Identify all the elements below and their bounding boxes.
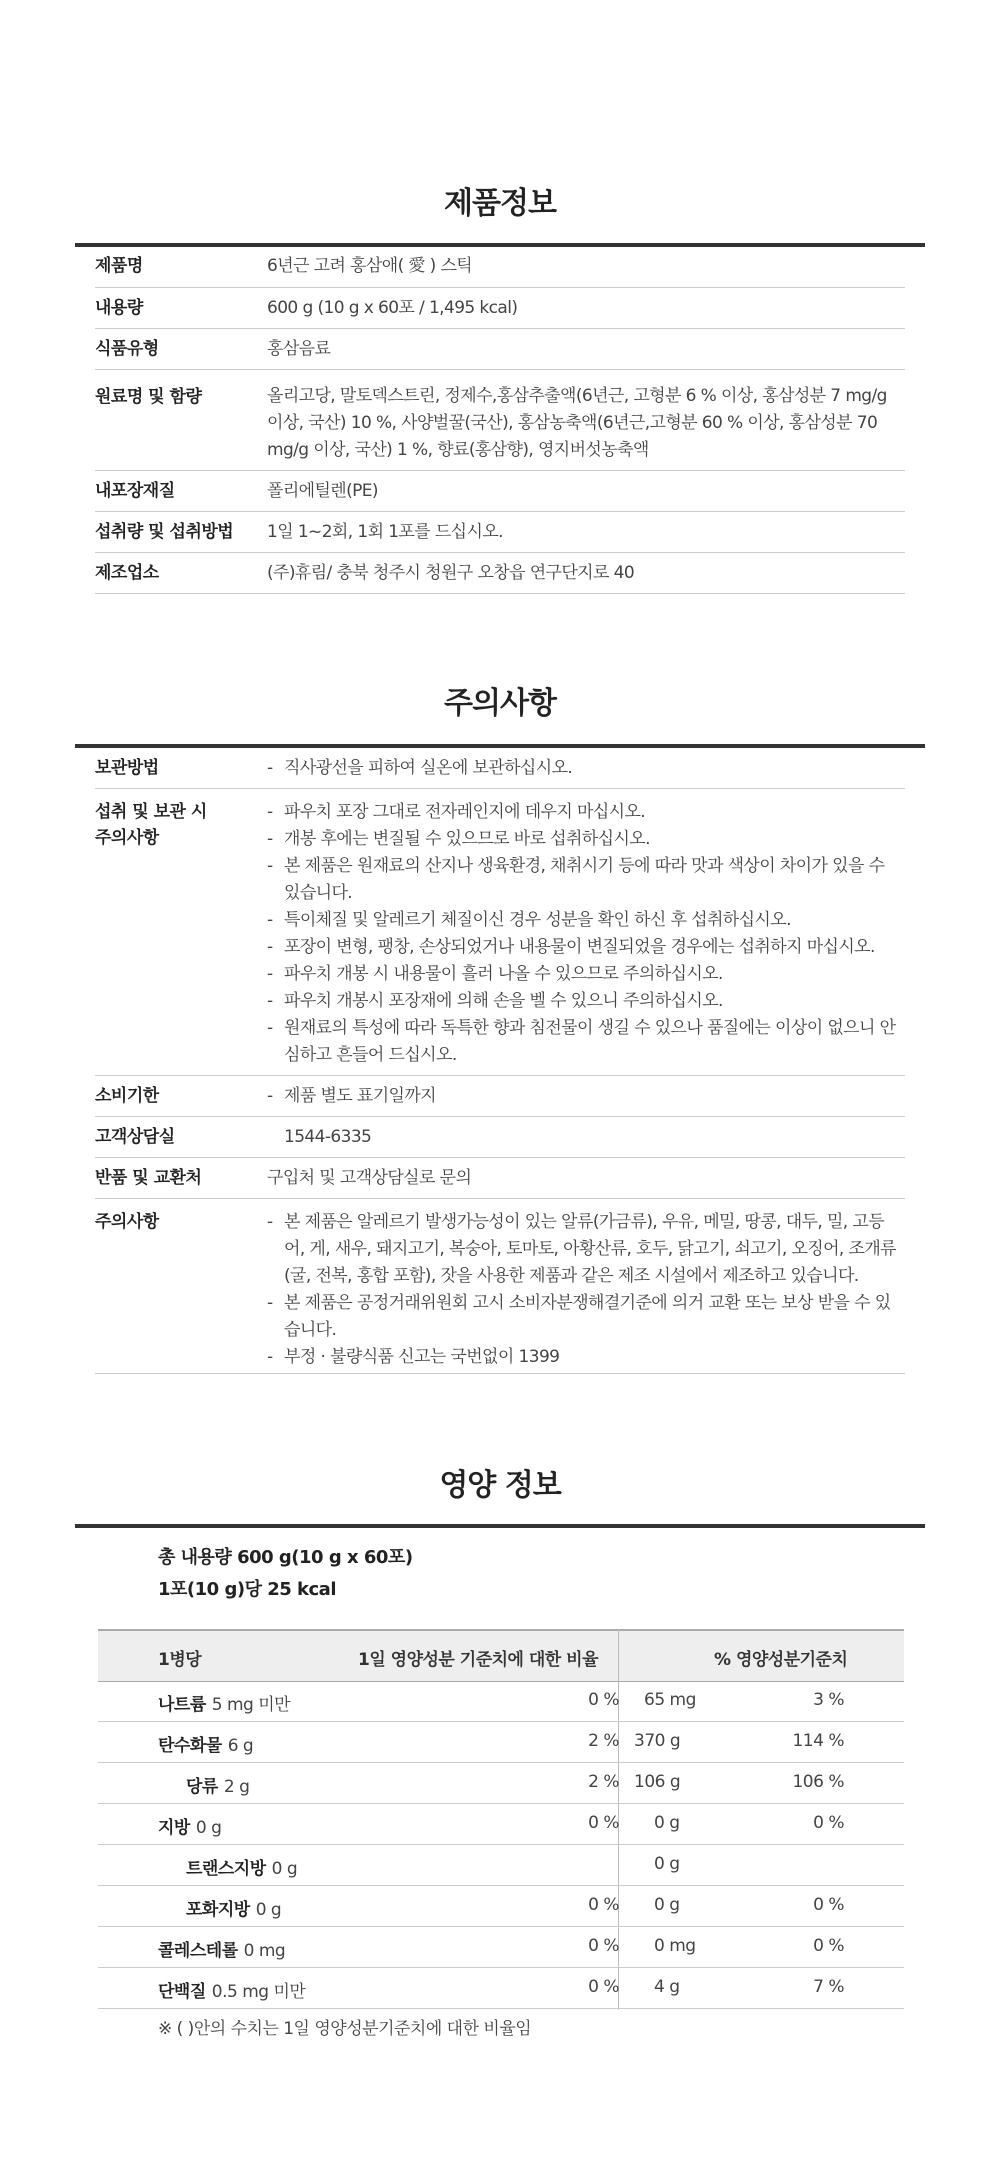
nutrient-name: 콜레스테롤 0 mg xyxy=(158,1941,286,1961)
intake-notes xyxy=(267,799,903,1069)
nutrition-row-saturated-fat xyxy=(98,1886,904,1927)
row-value: 6년근 고려 홍삼애( 愛 ) 스틱 xyxy=(267,256,473,276)
note-item: - 본 제품은 알레르기 발생가능성이 있는 알류(가금류), 우유, 메밀, 땅콩, 대두, 밀, 고등어, 게, 새우, 돼지고기, 복숭아, 토마토, 아황산류, 호두, 닭고기, 쇠고기, 오징어, 조개류(굴, 전복, 홍합 포함), 잣을 사용한 제품과 같은 제조 시설에서 제조하고 있습니다. xyxy=(267,1209,903,1290)
header-per-bottle: 1병당 xyxy=(158,1650,202,1670)
note-item: - 파우치 개봉 시 내용물이 흘러 나올 수 있으므로 주의하십시오. xyxy=(267,961,903,988)
row-label: 원료명 및 함량 xyxy=(95,387,202,407)
nutrient-total: 0 g xyxy=(654,1895,680,1915)
nutrition-row-fat xyxy=(98,1804,904,1845)
nutrient-total: 370 g xyxy=(634,1731,681,1751)
nutrient-total-pct: 7 % xyxy=(813,1977,844,1997)
note-item: - 부정 · 불량식품 신고는 국번없이 1399 xyxy=(267,1344,903,1371)
nutrient-total-pct: 0 % xyxy=(813,1813,844,1833)
nutrition-row-protein xyxy=(98,1968,904,2009)
row-label-line2: 주의사항 xyxy=(95,828,159,848)
nutrient-total: 0 mg xyxy=(654,1936,696,1956)
storage-notes xyxy=(267,755,903,782)
product-info-row-usage xyxy=(95,512,905,553)
row-label: 반품 및 교환처 xyxy=(95,1168,202,1188)
row-label: 주의사항 xyxy=(95,1212,159,1232)
nutrient-amount: 2 g xyxy=(223,1777,250,1797)
nutrient-pct: 0 % xyxy=(588,1936,619,1956)
nutrition-total: 총 내용량 600 g(10 g x 60포) xyxy=(158,1547,413,1568)
expiry-notes xyxy=(267,1083,903,1110)
nutrient-pct: 2 % xyxy=(588,1772,619,1792)
note-item: - 본 제품은 공정거래위원회 고시 소비자분쟁해결기준에 의거 교환 또는 보상 받을 수 있습니다. xyxy=(267,1290,903,1344)
nutrient-amount: 0 g xyxy=(195,1818,222,1838)
support-phone: 1544-6335 xyxy=(284,1127,372,1147)
nutrient-amount: 0 mg xyxy=(243,1941,286,1961)
nutrient-amount: 5 mg 미만 xyxy=(211,1695,291,1715)
nutrient-total: 0 g xyxy=(654,1813,680,1833)
nutrient-pct: 0 % xyxy=(588,1977,619,1997)
nutrient-pct: 0 % xyxy=(588,1690,619,1710)
nutrient-total-pct: 114 % xyxy=(792,1731,844,1751)
caution-row-intake xyxy=(95,789,905,1076)
nutrient-amount: 6 g xyxy=(227,1736,254,1756)
note-item: - 직사광선을 피하여 실온에 보관하십시오. xyxy=(267,755,903,782)
row-label xyxy=(95,799,207,851)
caution-row-storage xyxy=(95,748,905,789)
row-value: 폴리에틸렌(PE) xyxy=(267,481,378,501)
nutrient-total: 65 mg xyxy=(644,1690,696,1710)
nutrient-total-pct: 3 % xyxy=(813,1690,844,1710)
nutrient-pct: 0 % xyxy=(588,1813,619,1833)
nutrient-total: 0 g xyxy=(654,1854,680,1874)
row-value: 홍삼음료 xyxy=(267,339,331,359)
header-daily-ratio: 1일 영양성분 기준치에 대한 비율 xyxy=(358,1650,598,1670)
nutrient-name: 당류 2 g xyxy=(186,1777,250,1797)
note-item: - 원재료의 특성에 따라 독특한 향과 침전물이 생길 수 있으나 품질에는 이상이 없으니 안심하고 흔들어 드십시오. xyxy=(267,1015,903,1069)
nutrition-row-trans-fat xyxy=(98,1845,904,1886)
nutrient-total-pct: 106 % xyxy=(792,1772,844,1792)
note-item: - 파우치 개봉시 포장재에 의해 손을 벨 수 있으니 주의하십시오. xyxy=(267,988,903,1015)
caution-row-expiry xyxy=(95,1076,905,1117)
nutrient-name: 탄수화물 6 g xyxy=(158,1736,254,1756)
row-label-line1: 섭취 및 보관 시 xyxy=(95,802,207,822)
row-label: 식품유형 xyxy=(95,339,159,359)
row-label: 섭취량 및 섭취방법 xyxy=(95,522,234,542)
caution-title: 주의사항 xyxy=(444,686,556,721)
product-info-row-name xyxy=(95,247,905,288)
nutrition-top-rule xyxy=(75,1524,925,1528)
nutrient-name: 지방 0 g xyxy=(158,1818,222,1838)
nutrient-name: 트랜스지방 0 g xyxy=(186,1859,298,1879)
general-notes xyxy=(267,1209,903,1371)
row-label: 제품명 xyxy=(95,256,143,276)
row-label: 내용량 xyxy=(95,298,143,318)
nutrient-name: 단백질 0.5 mg 미만 xyxy=(158,1982,306,2002)
caution-row-general xyxy=(95,1199,905,1374)
nutrition-title: 영양 정보 xyxy=(439,1468,561,1503)
caution-row-returns xyxy=(95,1158,905,1199)
note-item: - 개봉 후에는 변질될 수 있으므로 바로 섭취하십시오. xyxy=(267,826,903,853)
note-item: - 포장이 변형, 팽창, 손상되었거나 내용물이 변질되었을 경우에는 섭취하지 마십시오. xyxy=(267,934,903,961)
nutrient-total-pct: 0 % xyxy=(813,1895,844,1915)
note-item: - 본 제품은 원재료의 산지나 생육환경, 채취시기 등에 따라 맛과 색상이 차이가 있을 수 있습니다. xyxy=(267,853,903,907)
nutrient-pct: 2 % xyxy=(588,1731,619,1751)
product-info-row-packaging xyxy=(95,471,905,512)
row-value: 올리고당, 말토덱스트린, 정제수,홍삼추출액(6년근, 고형분 6 % 이상, 홍삼성분 7 mg/g 이상, 국산) 10 %, 사양벌꿀(국산), 홍삼농축액(6년근,고형분 60 % 이상, 홍삼성분 70 mg/g 이상, 국산) 1 %, 향료(홍삼향), 영지버섯농축액 xyxy=(267,386,887,460)
nutrient-total: 106 g xyxy=(634,1772,681,1792)
header-daily-value: % 영양성분기준치 xyxy=(714,1650,848,1670)
product-info-title: 제품정보 xyxy=(444,186,556,221)
product-info-row-volume xyxy=(95,288,905,329)
row-label: 제조업소 xyxy=(95,563,159,583)
row-label: 내포장재질 xyxy=(95,481,175,501)
nutrient-amount: 0 g xyxy=(255,1900,282,1920)
nutrition-row-carbs xyxy=(98,1722,904,1763)
nutrient-total-pct: 0 % xyxy=(813,1936,844,1956)
row-value: 1일 1~2회, 1회 1포를 드십시오. xyxy=(267,522,503,542)
nutrient-amount: 0 g xyxy=(271,1859,298,1879)
note-item: - 특이체질 및 알레르기 체질이신 경우 성분을 확인 하신 후 섭취하십시오. xyxy=(267,907,903,934)
nutrition-footnote: ※ ( )안의 수치는 1일 영양성분기준치에 대한 비율임 xyxy=(158,2019,532,2039)
nutrition-row-cholesterol xyxy=(98,1927,904,1968)
note-item: - 파우치 포장 그대로 전자레인지에 데우지 마십시오. xyxy=(267,799,903,826)
nutrient-total: 4 g xyxy=(654,1977,680,1997)
nutrient-pct: 0 % xyxy=(588,1895,619,1915)
nutrient-name: 포화지방 0 g xyxy=(186,1900,282,1920)
nutrition-row-sodium xyxy=(98,1681,904,1722)
nutrition-row-sugars xyxy=(98,1763,904,1804)
nutrient-amount: 0.5 mg 미만 xyxy=(211,1982,306,2002)
row-value: (주)휴림/ 충북 청주시 청원구 오창읍 연구단지로 40 xyxy=(267,563,635,583)
caution-row-support xyxy=(95,1117,905,1158)
nutrition-table-header xyxy=(98,1629,904,1682)
note-item: - 제품 별도 표기일까지 xyxy=(267,1083,903,1110)
nutrition-per-serving: 1포(10 g)당 25 kcal xyxy=(158,1579,336,1600)
product-info-row-food-type xyxy=(95,329,905,370)
product-info-row-ingredients xyxy=(95,370,905,471)
product-info-row-manufacturer xyxy=(95,553,905,594)
nutrient-name: 나트륨 5 mg 미만 xyxy=(158,1695,291,1715)
returns-value: 구입처 및 고객상담실로 문의 xyxy=(267,1168,472,1188)
row-label: 고객상담실 xyxy=(95,1127,175,1147)
row-label: 소비기한 xyxy=(95,1086,159,1106)
row-label: 보관방법 xyxy=(95,758,159,778)
row-value: 600 g (10 g x 60포 / 1,495 kcal) xyxy=(267,298,518,318)
